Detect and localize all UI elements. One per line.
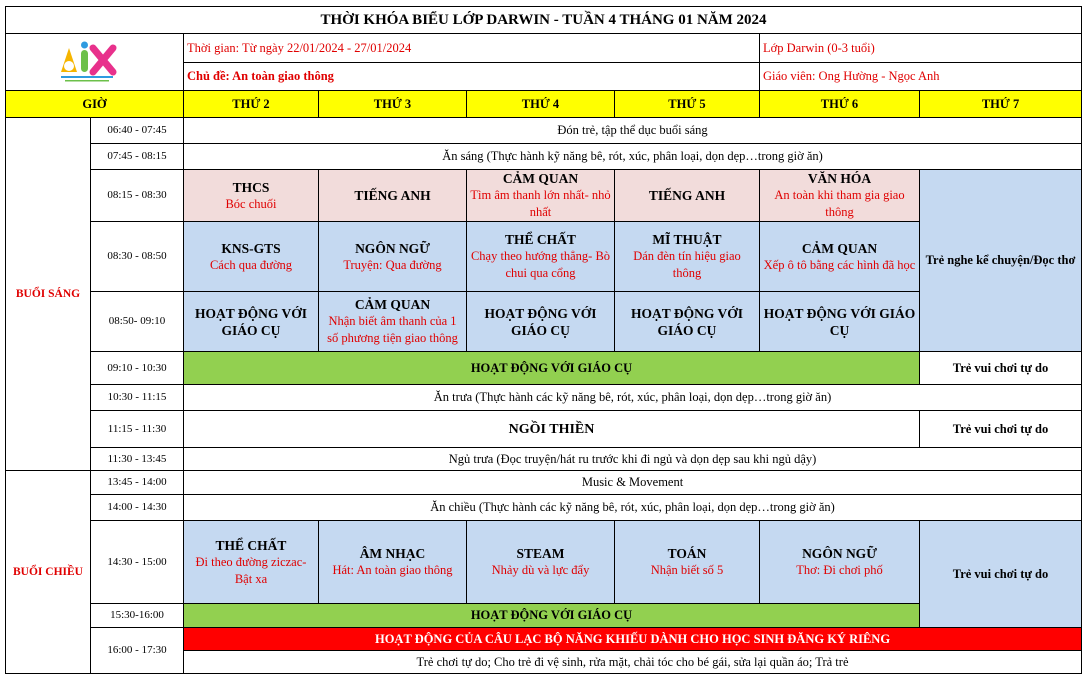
- lesson-cell: [615, 292, 760, 352]
- session-morning: BUỔI SÁNG: [6, 118, 91, 471]
- time-slot: 15:30-16:00: [91, 604, 184, 628]
- lesson-topic: Cách qua đường: [209, 257, 293, 272]
- lesson-subject: KNS-GTS: [221, 240, 281, 256]
- lesson-subject: ÂM NHẠC: [359, 546, 426, 561]
- lesson-cell: [760, 521, 920, 604]
- lesson-topic: Nhảy dù và lực đẩy: [491, 563, 590, 577]
- lesson-topic: Hát: An toàn giao thông: [332, 563, 453, 577]
- activity-row: HOẠT ĐỘNG VỚI GIÁO CỤ: [184, 604, 920, 628]
- lesson-topic: Xếp ô tô bằng các hình đã học: [763, 257, 916, 272]
- lesson-cell: [760, 222, 920, 292]
- activity-row: Ngủ trưa (Đọc truyện/hát ru trước khi đi ngủ và dọn dẹp sau khi ngủ dậy): [184, 448, 1082, 471]
- header-day: THỨ 2: [184, 91, 319, 118]
- lesson-subject: TIẾNG ANH: [354, 188, 431, 203]
- lesson-cell: [319, 292, 467, 352]
- header-day: THỨ 5: [615, 91, 760, 118]
- lesson-cell: [615, 521, 760, 604]
- time-slot: 10:30 - 11:15: [91, 385, 184, 411]
- time-slot: 14:00 - 14:30: [91, 495, 184, 521]
- lesson-subject: NGÔN NGỮ: [802, 546, 877, 561]
- info-time: Thời gian: Từ ngày 22/01/2024 - 27/01/2024: [184, 34, 760, 63]
- lesson-topic: Tìm âm thanh lớn nhất- nhỏ nhất: [470, 188, 611, 219]
- lesson-subject: HOẠT ĐỘNG VỚI GIÁO CỤ: [630, 305, 744, 338]
- lesson-cell: [760, 170, 920, 222]
- lesson-subject: CẢM QUAN: [354, 297, 431, 312]
- saturday-cell: Trẻ vui chơi tự do: [920, 411, 1082, 448]
- club-activity-banner: HOẠT ĐỘNG CỦA CÂU LẠC BỘ NĂNG KHIẾU DÀNH CHO HỌC SINH ĐĂNG KÝ RIÊNG: [184, 628, 1082, 651]
- lesson-subject: TIẾNG ANH: [648, 188, 726, 203]
- time-slot: 11:15 - 11:30: [91, 411, 184, 448]
- lesson-cell: [319, 521, 467, 604]
- activity-row: Ăn sáng (Thực hành kỹ năng bê, rót, xúc, phân loại, dọn dẹp…trong giờ ăn): [184, 144, 1082, 170]
- lesson-subject: NGÔN NGỮ: [355, 240, 430, 256]
- lesson-subject: THỂ CHẤT: [505, 232, 576, 247]
- time-slot: 09:10 - 10:30: [91, 352, 184, 385]
- session-afternoon: BUỔI CHIỀU: [6, 471, 91, 674]
- lesson-cell: [615, 222, 760, 292]
- lesson-subject: HOẠT ĐỘNG VỚI GIÁO CỤ: [484, 305, 597, 338]
- lesson-subject: HOẠT ĐỘNG VỚI GIÁO CỤ: [763, 305, 916, 338]
- lesson-cell: [184, 222, 319, 292]
- info-class: Lớp Darwin (0-3 tuổi): [760, 34, 1082, 63]
- activity-row: Trẻ chơi tự do; Cho trẻ đi vệ sinh, rửa mặt, chải tóc cho bé gái, sửa lại quần áo; Trả trẻ: [184, 651, 1082, 674]
- lesson-topic: Nhận biết số 5: [650, 563, 724, 577]
- lesson-subject: CẢM QUAN: [502, 171, 579, 186]
- time-slot: 14:30 - 15:00: [91, 521, 184, 604]
- lesson-topic: Đi theo đường ziczac- Bật xa: [195, 554, 307, 586]
- lesson-subject: MĨ THUẬT: [652, 232, 722, 247]
- lesson-cell: [467, 222, 615, 292]
- lesson-topic: Chạy theo hướng thẳng- Bò chui qua cổng: [470, 249, 611, 280]
- lesson-cell: [184, 170, 319, 222]
- time-slot: 08:50- 09:10: [91, 292, 184, 352]
- info-teacher: Giáo viên: Ong Hường - Ngọc Anh: [760, 63, 1082, 91]
- header-day: THỨ 7: [920, 91, 1082, 118]
- activity-row: HOẠT ĐỘNG VỚI GIÁO CỤ: [184, 352, 920, 385]
- time-slot: 08:30 - 08:50: [91, 222, 184, 292]
- info-theme: Chủ đề: An toàn giao thông: [184, 63, 760, 91]
- aik-logo-icon: [55, 40, 135, 84]
- lesson-cell: [760, 292, 920, 352]
- lesson-subject: TOÁN: [667, 546, 707, 561]
- saturday-cell: Trẻ vui chơi tự do: [920, 352, 1082, 385]
- activity-row: Đón trẻ, tập thể dục buổi sáng: [184, 118, 1082, 144]
- lesson-cell: [467, 170, 615, 222]
- lesson-cell: [615, 170, 760, 222]
- lesson-cell: [467, 521, 615, 604]
- time-slot: 08:15 - 08:30: [91, 170, 184, 222]
- activity-row: Ăn chiều (Thực hành các kỹ năng bê, rót, xúc, phân loại, dọn dẹp…trong giờ ăn): [184, 495, 1082, 521]
- lesson-cell: [319, 222, 467, 292]
- lesson-topic: Bóc chuối: [225, 196, 277, 211]
- activity-row: NGỒI THIỀN: [184, 411, 920, 448]
- time-slot: 16:00 - 17:30: [91, 628, 184, 674]
- header-day: THỨ 4: [467, 91, 615, 118]
- lesson-topic: An toàn khi tham gia giao thông: [774, 188, 905, 219]
- lesson-topic: Truyện: Qua đường: [343, 257, 442, 272]
- lesson-topic: Thơ: Đi chơi phố: [796, 563, 883, 577]
- saturday-morning-cell: Trẻ nghe kể chuyện/Đọc thơ: [920, 170, 1082, 352]
- lesson-cell: [184, 521, 319, 604]
- timetable: [5, 6, 1082, 674]
- lesson-subject: THỂ CHẤT: [215, 537, 287, 553]
- time-slot: 11:30 - 13:45: [91, 448, 184, 471]
- lesson-cell: [184, 292, 319, 352]
- lesson-subject: CẢM QUAN: [801, 240, 878, 256]
- lesson-subject: STEAM: [516, 546, 565, 561]
- school-logo: [6, 34, 184, 91]
- saturday-afternoon-cell: Trẻ vui chơi tự do: [920, 521, 1082, 628]
- header-day: THỨ 3: [319, 91, 467, 118]
- lesson-topic: Nhận biết âm thanh của 1 số phương tiện giao thông: [327, 314, 458, 345]
- time-slot: 07:45 - 08:15: [91, 144, 184, 170]
- activity-row: Ăn trưa (Thực hành các kỹ năng bê, rót, xúc, phân loại, dọn dẹp…trong giờ ăn): [184, 385, 1082, 411]
- lesson-topic: Dán đèn tín hiệu giao thông: [633, 249, 741, 280]
- header-day: THỨ 6: [760, 91, 920, 118]
- lesson-subject: HOẠT ĐỘNG VỚI GIÁO CỤ: [194, 305, 308, 338]
- lesson-subject: THCS: [232, 179, 270, 195]
- time-slot: 06:40 - 07:45: [91, 118, 184, 144]
- page-title: THỜI KHÓA BIỂU LỚP DARWIN - TUẦN 4 THÁNG 01 NĂM 2024: [6, 7, 1082, 34]
- lesson-cell: [467, 292, 615, 352]
- time-slot: 13:45 - 14:00: [91, 471, 184, 495]
- lesson-cell: [319, 170, 467, 222]
- header-hour: GIỜ: [6, 91, 184, 118]
- lesson-subject: VĂN HÓA: [807, 171, 872, 186]
- activity-row: Music & Movement: [184, 471, 1082, 495]
